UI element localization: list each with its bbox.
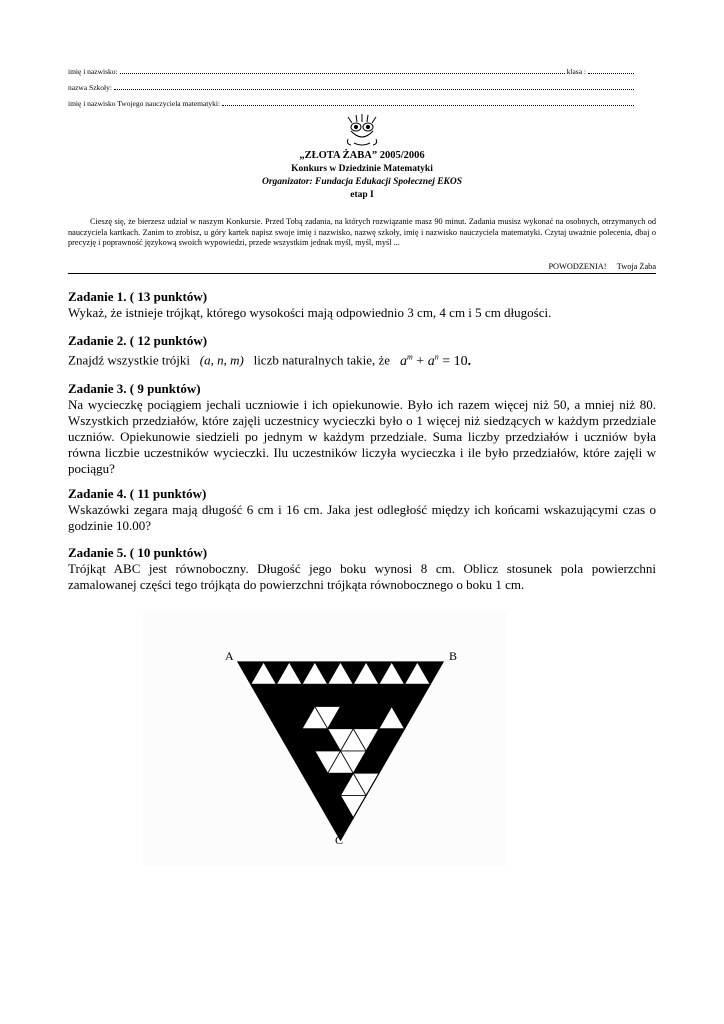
class-dots[interactable]: [588, 73, 634, 74]
eq-base-2: a: [427, 353, 435, 369]
class-label: klasa :: [566, 67, 586, 76]
task-4: [68, 486, 656, 534]
task-3: [68, 381, 656, 477]
divider: [68, 273, 656, 274]
triangle-figure: [143, 612, 507, 866]
organizer: Organizator: Fundacja Edukacji Społecznej EKOS: [261, 177, 463, 187]
name-label: imię i nazwisko:: [68, 67, 118, 76]
label-c: C: [335, 833, 344, 847]
task-2-triple: (a, n, m): [199, 352, 244, 368]
task-1-title: Zadanie 1. ( 13 punktów): [68, 289, 208, 304]
eq-plus: +: [416, 353, 425, 369]
teacher-line: [68, 99, 636, 108]
task-2-text-b: liczb naturalnych takie, że: [253, 352, 391, 368]
task-5-text: Trójkąt ABC jest równoboczny. Długość jego boku wynosi 8 cm. Oblicz stosunek pola powierzchni zamalowanej części tego trójkąta do powierzchni trójkąta równobocznego o boku 1 cm.: [68, 561, 656, 592]
school-label: nazwa Szkoły:: [68, 83, 112, 92]
good-luck: POWODZENIA! Twoja Żaba: [548, 262, 656, 271]
task-3-text: Na wycieczkę pociągiem jechali uczniowie i ich opiekunowie. Było ich razem więcej niż 50, a mniej niż 80. Wszystkich przedziałów, które zajęli uczestnicy wycieczki było o 1 więcej niż siedzących w każdym przedziale uczniów. Opiekunowie siedzieli po jednym w każdym przedziale. Suma liczby przedziałów i uczniów była równa liczbie uczestników wycieczki. Ilu uczestników liczyła wycieczka i ile było przedziałów, które zajęli w pociągu?: [68, 397, 656, 476]
name-line: [68, 67, 636, 76]
task-2-text-a: Znajdź wszystkie trójki: [68, 352, 191, 368]
task-4-title: Zadanie 4. ( 11 punktów): [68, 486, 207, 501]
school-line: [68, 83, 636, 92]
eq-exp-1: m: [407, 352, 413, 361]
task-2-title: Zadanie 2. ( 12 punktów): [68, 333, 208, 348]
triangle-grid: [238, 662, 443, 840]
name-dots[interactable]: [120, 73, 565, 74]
task-3-title: Zadanie 3. ( 9 punktów): [68, 381, 201, 396]
task-2: [68, 333, 656, 370]
task-5-title: Zadanie 5. ( 10 punktów): [68, 545, 208, 560]
school-dots[interactable]: [114, 89, 634, 90]
stage: etap I: [350, 190, 374, 200]
contest-subtitle: Konkurs w Dziedzinie Matematyki: [291, 164, 433, 174]
task-2-text: [68, 349, 656, 370]
task-1-text: Wykaż, że istnieje trójkąt, którego wysokości mają odpowiednio 3 cm, 4 cm i 5 cm długości.: [68, 305, 552, 320]
task-1: [68, 289, 656, 321]
teacher-dots[interactable]: [222, 105, 634, 106]
label-b: B: [449, 649, 458, 663]
frog-icon: [342, 113, 382, 149]
task-5: [68, 545, 656, 593]
eq-exp-2: n: [434, 352, 439, 361]
task-2-equation: [397, 354, 472, 369]
contest-title: „ZŁOTA ŻABA” 2005/2006: [299, 150, 425, 161]
label-a: A: [225, 649, 234, 663]
eq-base-1: a: [400, 353, 408, 369]
intro-paragraph: [68, 217, 656, 249]
eq-rhs: = 10: [442, 353, 468, 369]
teacher-label: imię i nazwisko Twojego nauczyciela matematyki:: [68, 99, 220, 108]
task-4-text: Wskazówki zegara mają długość 6 cm i 16 cm. Jaka jest odległość między ich końcami wskazującymi czas o godzinie 10.00?: [68, 502, 656, 533]
intro-text: Cieszę się, że bierzesz udział w naszym Konkursie. Przed Tobą zadania, na których rozwiązanie masz 90 minut. Zadania musisz wykonać na osobnych, otrzymanych od nauczyciela kartkach. Zanim to zrobisz, u góry kartek napisz swoje imię i nazwisko, nazwę szkoły, imię i nazwisko nauczyciela matematyki. Czytaj uważnie polecenia, dbaj o precyzję i poprawność językową swoich wypowiedzi, przede wszystkim jednak myśl, myśl, myśl ...: [68, 217, 656, 248]
eq-end: .: [467, 353, 472, 369]
